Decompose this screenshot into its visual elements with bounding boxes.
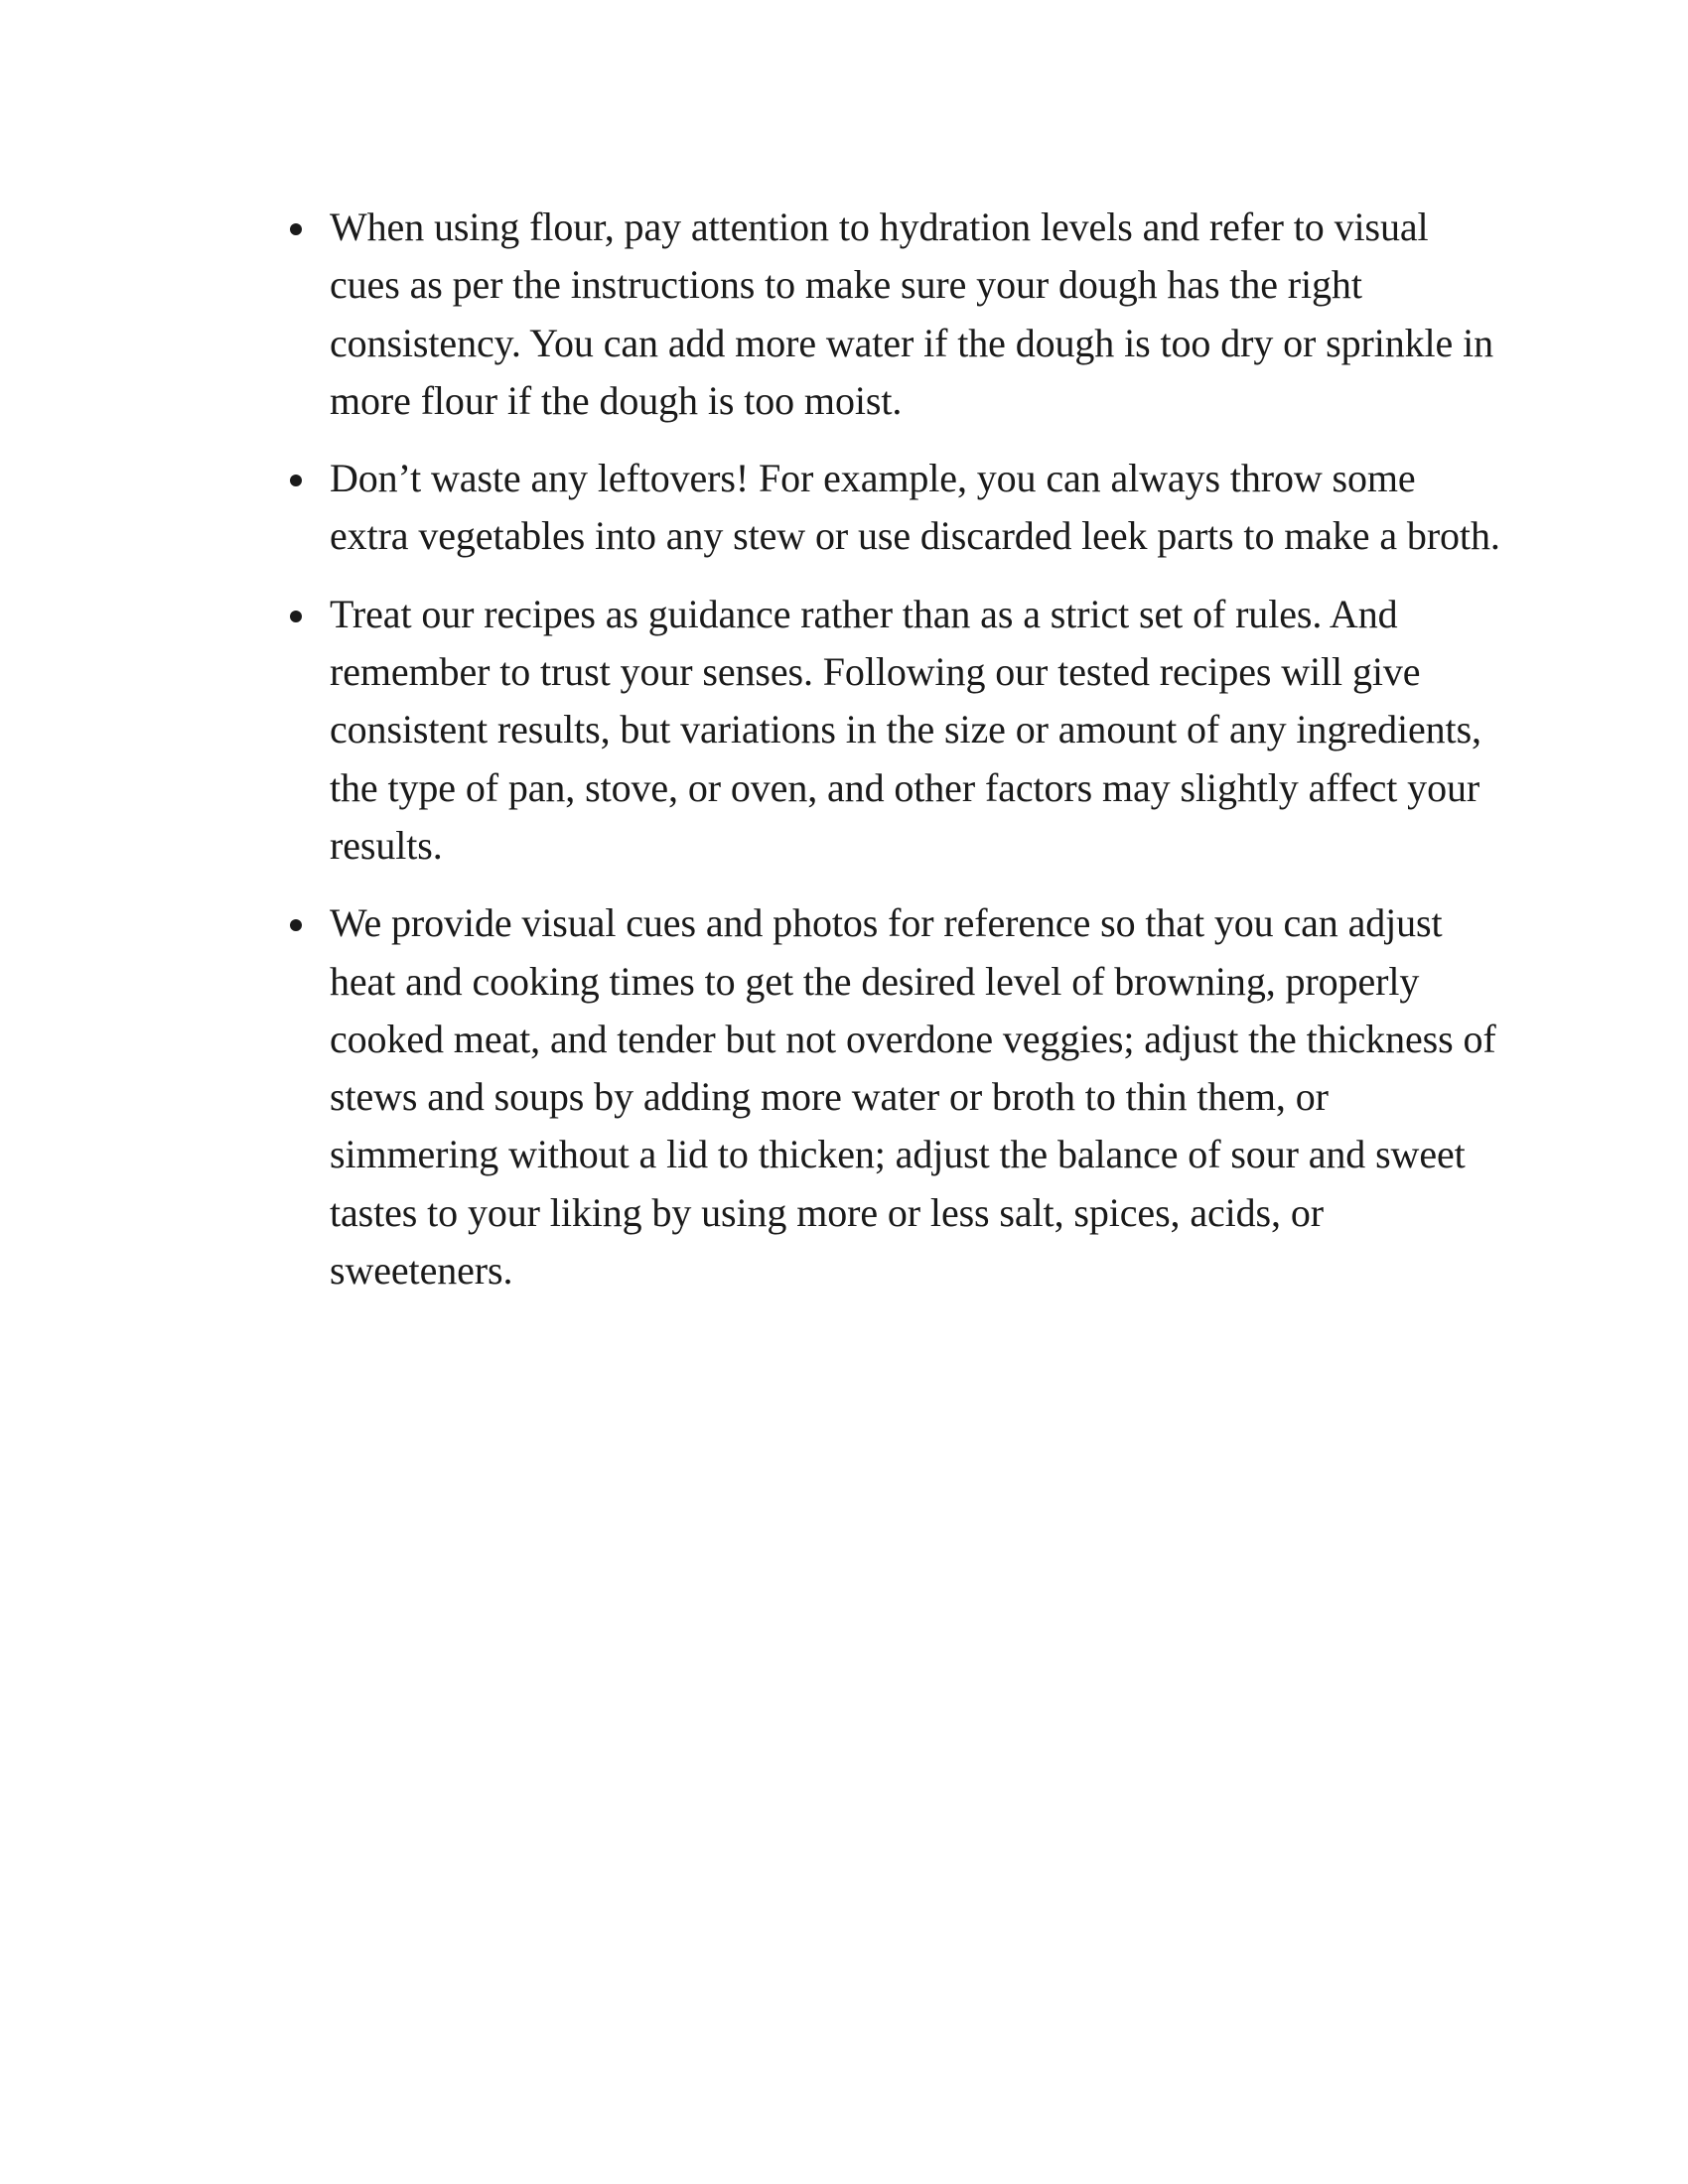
tip-text: We provide visual cues and photos for reference so that you can adjust heat and cooking times to get the desired level of browning, properly cooked meat, and tender but not overdone veggies; adjust the thickness of stews and soups by adding more water or broth to thin them, or simmering without a lid to thicken; adjust the balance of sour and sweet tastes to your liking by using more or less salt, spices, acids, or sweeteners. bbox=[330, 900, 1496, 1294]
tip-text: Don’t waste any leftovers! For example, you can always throw some extra vegetables into any stew or use discarded leek parts to make a broth. bbox=[330, 456, 1500, 559]
tip-text: Treat our recipes as guidance rather than as a strict set of rules. And remember to trust your senses. Following our tested recipes will give consistent results, but variations in the size or amount of any ingredients, the type of pan, stove, or oven, and other factors may slightly affect your results. bbox=[330, 591, 1481, 868]
bullet-icon bbox=[290, 223, 302, 235]
tip-item-recipes-guidance bbox=[290, 586, 1501, 875]
bullet-icon bbox=[290, 475, 302, 486]
tip-item-flour-hydration bbox=[290, 199, 1501, 430]
bullet-icon bbox=[290, 611, 302, 622]
tips-bullet-list bbox=[290, 199, 1501, 1319]
bullet-icon bbox=[290, 919, 302, 931]
tip-item-leftovers bbox=[290, 450, 1501, 566]
tip-text: When using flour, pay attention to hydration levels and refer to visual cues as per the instructions to make sure your dough has the right consistency. You can add more water if the dough is too dry or sprinkle in more flour if the dough is too moist. bbox=[330, 205, 1494, 423]
tip-item-visual-cues bbox=[290, 894, 1501, 1299]
